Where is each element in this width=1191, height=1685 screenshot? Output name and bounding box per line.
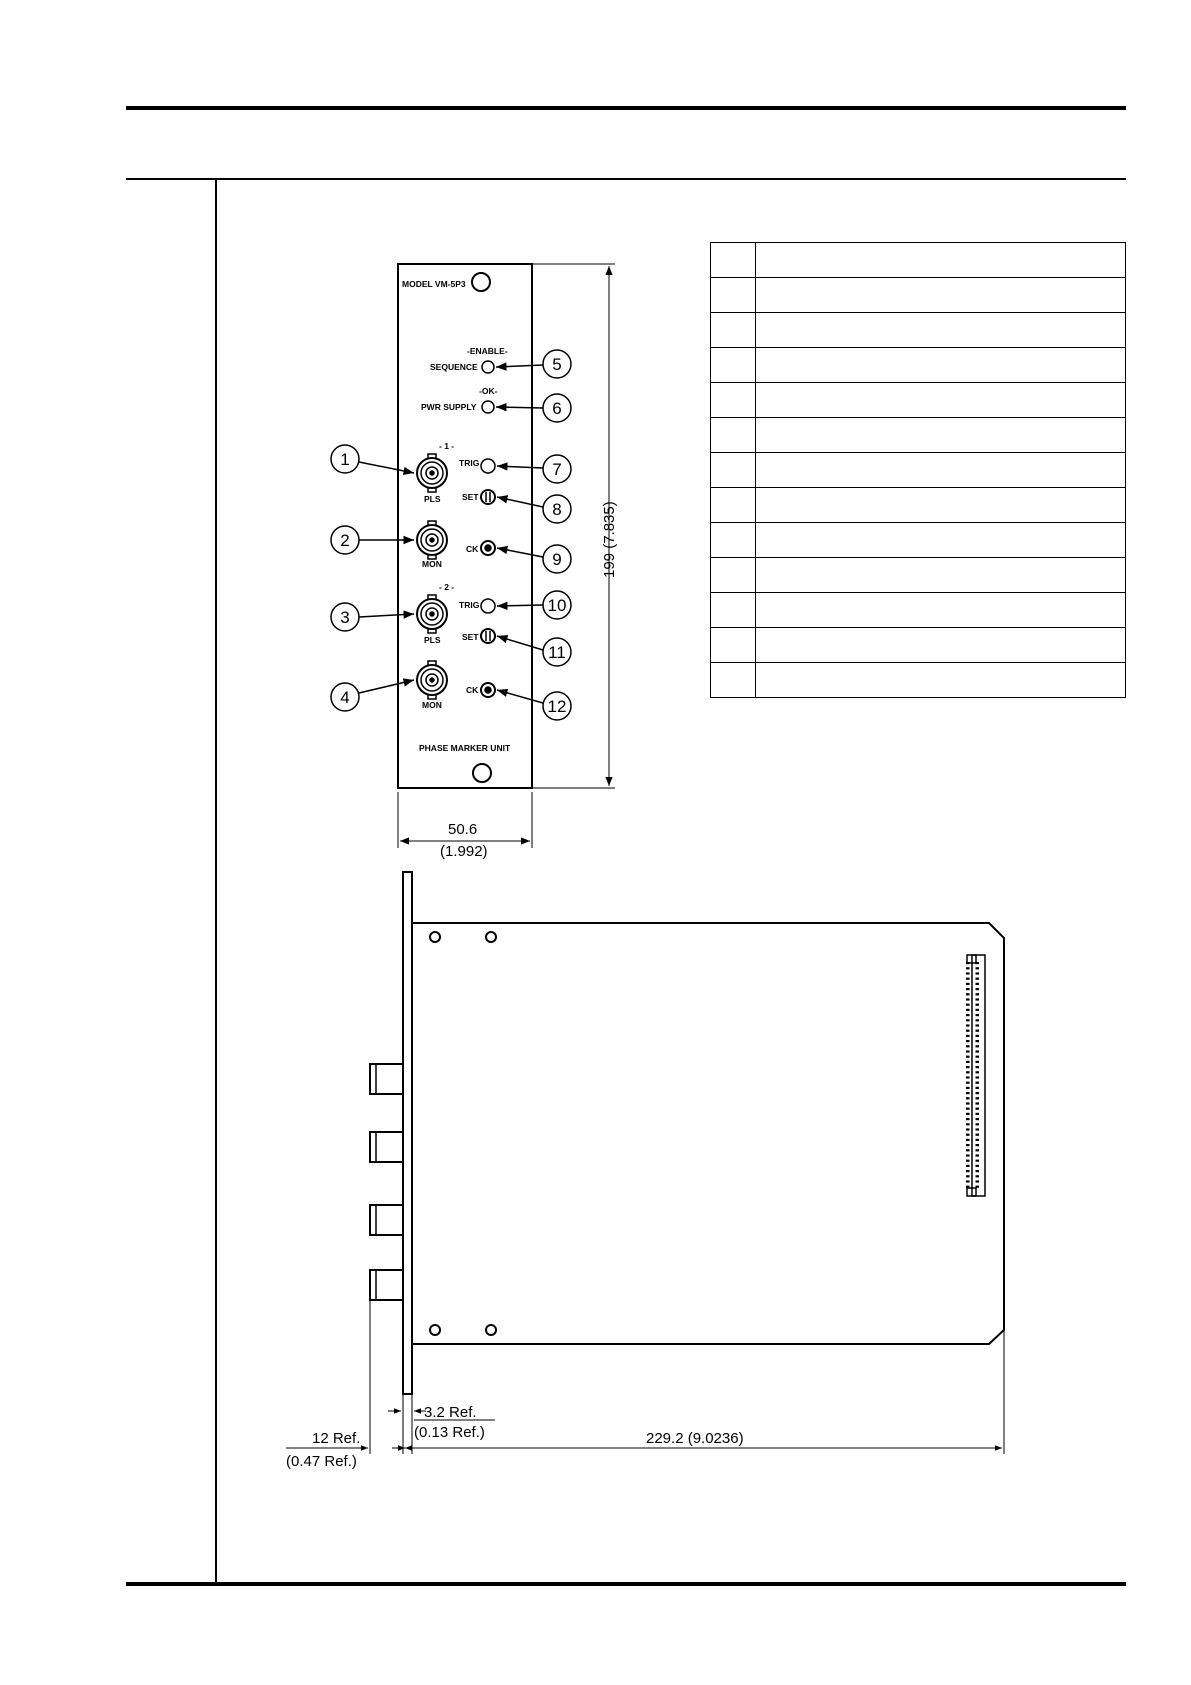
- connector-pin: [966, 1071, 970, 1073]
- mon1-label: MON: [422, 559, 442, 569]
- connector-pin: [976, 962, 980, 964]
- ck1-label: CK: [466, 544, 479, 554]
- connector-pin: [966, 1056, 970, 1058]
- connector-pin: [976, 1009, 980, 1011]
- connector-pin: [966, 983, 970, 985]
- connector-pin: [976, 967, 980, 969]
- panel-thickness-in: (0.13 Ref.): [414, 1424, 485, 1441]
- connector-pin: [976, 1154, 980, 1156]
- callout-number: 11: [548, 643, 566, 662]
- set2-potentiometer: [481, 629, 495, 643]
- connector-pin: [966, 1139, 970, 1141]
- sequence-label: SEQUENCE: [430, 362, 478, 372]
- ck2-label: CK: [466, 685, 479, 695]
- trig2-label: TRIG: [459, 600, 480, 610]
- connector-pin: [966, 998, 970, 1000]
- bnc-pls2-connector: [417, 595, 447, 633]
- sequence-led: [482, 361, 494, 373]
- callout-number: 4: [340, 688, 350, 707]
- enable-header: -ENABLE-: [467, 346, 508, 356]
- connector-pin: [976, 1102, 980, 1104]
- connector-pin: [976, 1160, 980, 1162]
- connector-pin: [976, 1045, 980, 1047]
- connector-pin: [976, 1092, 980, 1094]
- connector-pin: [966, 1076, 970, 1078]
- connector-pin: [966, 1030, 970, 1032]
- connector-pin: [976, 1165, 980, 1167]
- connector-pin: [976, 1134, 980, 1136]
- callout-number: 12: [547, 697, 567, 716]
- connector-pin: [966, 1050, 970, 1052]
- bnc-mon1-connector: [417, 521, 447, 559]
- connector-pin: [966, 972, 970, 974]
- connector-pin: [966, 1134, 970, 1136]
- connector-pin: [976, 1014, 980, 1016]
- model-label: MODEL VM-5P3: [402, 279, 466, 289]
- connector-pin: [966, 1118, 970, 1120]
- board-length-dimension: 229.2 (9.0236): [646, 1430, 744, 1447]
- callout-number: 6: [552, 399, 562, 418]
- panel-height-dimension: 199 (7.835): [601, 501, 618, 578]
- trig1-label: TRIG: [459, 458, 480, 468]
- pcb-hole-br: [486, 1325, 496, 1335]
- set1-label: SET: [462, 492, 479, 502]
- connector-pin: [966, 1123, 970, 1125]
- connector-pin: [976, 1004, 980, 1006]
- connector-pin: [976, 1030, 980, 1032]
- side-panel-plate: [403, 872, 412, 1394]
- connector-pin: [966, 978, 970, 980]
- connector-pin: [976, 998, 980, 1000]
- connector-pin: [966, 1149, 970, 1151]
- connector-pin: [976, 1087, 980, 1089]
- side-bnc-2: [370, 1132, 403, 1162]
- connector-pin: [966, 1175, 970, 1177]
- connector-pin: [976, 1180, 980, 1182]
- connector-pin: [966, 1180, 970, 1182]
- pcb-hole-tr: [486, 932, 496, 942]
- connector-pin: [976, 1139, 980, 1141]
- trig2-led: [481, 599, 495, 613]
- pcb-outline: [412, 923, 1004, 1344]
- panel-mount-hole-bottom: [473, 764, 491, 782]
- ok-header: -OK-: [479, 386, 498, 396]
- connector-pin: [966, 1154, 970, 1156]
- connector-pin: [966, 1128, 970, 1130]
- connector-pin: [976, 1175, 980, 1177]
- connector-pin: [976, 1108, 980, 1110]
- connector-pin: [976, 1066, 980, 1068]
- connector-pin: [976, 1123, 980, 1125]
- connector-pin: [966, 1061, 970, 1063]
- side-bnc-4: [370, 1270, 403, 1300]
- connector-pin: [966, 1082, 970, 1084]
- connector-pin: [966, 1014, 970, 1016]
- pcb-hole-bl: [430, 1325, 440, 1335]
- pcb-hole-tl: [430, 932, 440, 942]
- connector-pin: [966, 993, 970, 995]
- connector-pin: [966, 1035, 970, 1037]
- pls1-label: PLS: [424, 494, 441, 504]
- connector-pin: [966, 1009, 970, 1011]
- panel-width-in: (1.992): [440, 843, 488, 860]
- callout-number: 2: [340, 531, 350, 550]
- connector-pin: [976, 1128, 980, 1130]
- callout-number: 1: [340, 450, 350, 469]
- connector-pin: [966, 967, 970, 969]
- connector-pin: [976, 1076, 980, 1078]
- connector-pin: [966, 962, 970, 964]
- connector-pin: [976, 978, 980, 980]
- connector-pin: [966, 1170, 970, 1172]
- connector-pin: [976, 972, 980, 974]
- callout-number: 3: [340, 608, 350, 627]
- connector-pin: [976, 1035, 980, 1037]
- connector-pin: [976, 1056, 980, 1058]
- connector-pin: [976, 1144, 980, 1146]
- connector-pin: [966, 1045, 970, 1047]
- connector-pin: [966, 1004, 970, 1006]
- bnc-pls1-connector: [417, 454, 447, 492]
- set2-label: SET: [462, 632, 479, 642]
- connector-pin: [966, 988, 970, 990]
- mon2-label: MON: [422, 700, 442, 710]
- connector-pin: [976, 1050, 980, 1052]
- connector-pin: [966, 1160, 970, 1162]
- unit-name-label: PHASE MARKER UNIT: [419, 743, 511, 753]
- set1-potentiometer: [481, 490, 495, 504]
- side-bnc-1: [370, 1064, 403, 1094]
- connector-pin: [976, 1040, 980, 1042]
- connector-pin: [976, 1071, 980, 1073]
- connector-pin: [966, 1113, 970, 1115]
- callout-number: 7: [552, 460, 562, 479]
- connector-pin: [976, 1170, 980, 1172]
- connector-pin: [976, 1149, 980, 1151]
- connector-pin: [976, 1113, 980, 1115]
- connector-pin: [966, 1097, 970, 1099]
- connector-pin: [976, 1118, 980, 1120]
- channel-1-header: - 1 -: [439, 441, 455, 451]
- connector-pin: [966, 1066, 970, 1068]
- connector-pin: [976, 1061, 980, 1063]
- connector-pin: [976, 1186, 980, 1188]
- connector-pin: [966, 1186, 970, 1188]
- pls2-label: PLS: [424, 635, 441, 645]
- pwr-supply-label: PWR SUPPLY: [421, 402, 477, 412]
- connector-pin: [966, 1024, 970, 1026]
- callout-number: 9: [552, 550, 562, 569]
- panel-mount-hole-top: [472, 273, 490, 291]
- pwr-supply-led: [482, 401, 494, 413]
- connector-pin: [976, 1082, 980, 1084]
- channel-2-header: - 2 -: [439, 582, 455, 592]
- trig1-led: [481, 459, 495, 473]
- connector-pin: [976, 993, 980, 995]
- side-bnc-3: [370, 1205, 403, 1235]
- connector-pin: [966, 1165, 970, 1167]
- connector-pin: [966, 1019, 970, 1021]
- connector-pin: [976, 988, 980, 990]
- connector-pin: [966, 1092, 970, 1094]
- panel-width-mm: 50.6: [448, 821, 478, 838]
- connector-depth-mm: 12 Ref.: [312, 1430, 361, 1447]
- connector-pin: [976, 1019, 980, 1021]
- bnc-mon2-connector: [417, 661, 447, 699]
- connector-pin: [976, 1097, 980, 1099]
- connector-pin: [966, 1102, 970, 1104]
- connector-pin: [966, 1144, 970, 1146]
- connector-pin: [966, 1108, 970, 1110]
- connector-pin: [976, 983, 980, 985]
- front-panel-outline: [398, 264, 532, 788]
- callout-number: 8: [552, 500, 562, 519]
- connector-pin: [966, 1040, 970, 1042]
- callout-number: 10: [547, 596, 567, 615]
- connector-depth-in: (0.47 Ref.): [286, 1453, 357, 1470]
- callout-number: 5: [552, 355, 562, 374]
- connector-pin: [966, 1087, 970, 1089]
- panel-thickness-mm: 3.2 Ref.: [424, 1404, 477, 1421]
- connector-pin: [976, 1024, 980, 1026]
